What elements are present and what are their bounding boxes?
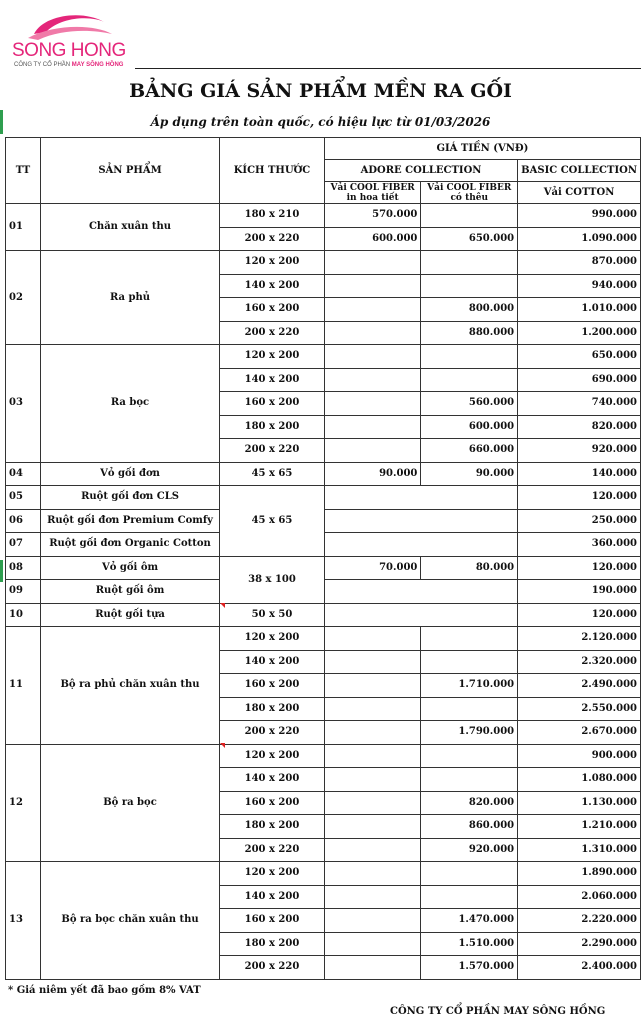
price-cool-fiber-print (324, 956, 420, 980)
table-row (6, 462, 641, 486)
row-number: 03 (6, 345, 41, 463)
price-cool-fiber-print (324, 650, 420, 674)
price-cotton: 1.080.000 (518, 768, 641, 792)
product-name: Ruột gối đơn CLS (40, 486, 219, 510)
price-cool-fiber-print (324, 439, 420, 463)
price-cool-fiber-embroid: 600.000 (421, 415, 518, 439)
price-cool-fiber-embroid (421, 862, 518, 886)
row-number: 02 (6, 251, 41, 345)
header-cool-fiber-print: Vải COOL FIBER in hoa tiết (324, 182, 420, 204)
size-cell: 120 x 200 (220, 345, 325, 369)
size-cell: 50 x 50 (220, 603, 325, 627)
size-cell: 160 x 200 (220, 909, 325, 933)
size-cell: 200 x 220 (220, 439, 325, 463)
size-cell: 180 x 200 (220, 697, 325, 721)
price-cool-fiber-embroid: 860.000 (421, 815, 518, 839)
product-name: Ruột gối đơn Organic Cotton (40, 533, 219, 557)
price-cool-fiber-embroid (421, 768, 518, 792)
product-name: Ra bọc (40, 345, 219, 463)
price-cotton: 190.000 (518, 580, 641, 604)
size-cell: 140 x 200 (220, 274, 325, 298)
price-cool-fiber-print (324, 862, 420, 886)
row-number: 06 (6, 509, 41, 533)
selection-marker (0, 560, 3, 582)
header-size: KÍCH THƯỚC (220, 138, 325, 204)
price-cotton: 740.000 (518, 392, 641, 416)
price-cotton: 2.320.000 (518, 650, 641, 674)
row-number: 09 (6, 580, 41, 604)
logo-tagline: CÔNG TY CỔ PHẦN MAY SÔNG HỒNG (14, 62, 124, 68)
size-cell: 160 x 200 (220, 298, 325, 322)
size-cell: 38 x 100 (220, 556, 325, 603)
page-subtitle: Áp dụng trên toàn quốc, có hiệu lực từ 01/03/2026 (150, 115, 491, 129)
price-cotton: 120.000 (518, 486, 641, 510)
row-number: 01 (6, 204, 41, 251)
price-table (5, 137, 641, 980)
price-cool-fiber-print: 570.000 (324, 204, 420, 228)
table-row (6, 627, 641, 651)
price-cool-fiber-embroid: 1.790.000 (421, 721, 518, 745)
header-cotton: Vải COTTON (518, 182, 641, 204)
price-cool-fiber-print (324, 345, 420, 369)
price-cool-fiber-print (324, 251, 420, 275)
price-cool-fiber-embroid (421, 627, 518, 651)
size-cell: 180 x 200 (220, 415, 325, 439)
price-cotton: 1.130.000 (518, 791, 641, 815)
price-cool-fiber-print (324, 392, 420, 416)
row-number: 13 (6, 862, 41, 980)
price-cotton: 650.000 (518, 345, 641, 369)
row-number: 11 (6, 627, 41, 745)
price-cotton: 250.000 (518, 509, 641, 533)
price-cool-fiber-print (324, 815, 420, 839)
empty-price-cell (324, 533, 517, 557)
empty-price-cell (324, 509, 517, 533)
row-number: 05 (6, 486, 41, 510)
price-cool-fiber-embroid: 80.000 (421, 556, 518, 580)
size-cell: 200 x 220 (220, 227, 325, 251)
product-name: Bộ ra phủ chăn xuân thu (40, 627, 219, 745)
product-name: Ruột gối đơn Premium Comfy (40, 509, 219, 533)
price-cotton: 2.400.000 (518, 956, 641, 980)
price-cool-fiber-embroid (421, 251, 518, 275)
price-cotton: 990.000 (518, 204, 641, 228)
price-cool-fiber-embroid (421, 650, 518, 674)
price-cool-fiber-print (324, 368, 420, 392)
logo-wordmark: SONG HONG (12, 40, 126, 61)
price-cool-fiber-print (324, 885, 420, 909)
price-cool-fiber-embroid: 560.000 (421, 392, 518, 416)
size-cell: 120 x 200 (220, 627, 325, 651)
header-product: SẢN PHẨM (40, 138, 219, 204)
price-cotton: 1.210.000 (518, 815, 641, 839)
size-cell: 180 x 200 (220, 932, 325, 956)
price-cool-fiber-embroid: 1.470.000 (421, 909, 518, 933)
row-number: 08 (6, 556, 41, 580)
price-cotton: 2.490.000 (518, 674, 641, 698)
comment-marker-icon (220, 603, 225, 608)
price-cool-fiber-print: 70.000 (324, 556, 420, 580)
product-name: Ruột gối ôm (40, 580, 219, 604)
selection-marker (0, 110, 3, 134)
table-row (6, 345, 641, 369)
size-cell: 180 x 200 (220, 815, 325, 839)
size-cell: 160 x 200 (220, 392, 325, 416)
price-cotton: 870.000 (518, 251, 641, 275)
price-cool-fiber-print (324, 744, 420, 768)
empty-price-cell (324, 580, 517, 604)
table-row (6, 862, 641, 886)
price-cotton: 360.000 (518, 533, 641, 557)
header-basic: BASIC COLLECTION (518, 160, 641, 182)
price-cool-fiber-print (324, 274, 420, 298)
size-cell: 140 x 200 (220, 368, 325, 392)
vat-note: * Giá niêm yết đã bao gồm 8% VAT (8, 985, 201, 996)
price-cool-fiber-embroid (421, 885, 518, 909)
header-adore: ADORE COLLECTION (324, 160, 517, 182)
price-cotton: 2.670.000 (518, 721, 641, 745)
price-cool-fiber-embroid: 1.570.000 (421, 956, 518, 980)
price-cotton: 1.310.000 (518, 838, 641, 862)
price-cotton: 1.010.000 (518, 298, 641, 322)
price-cool-fiber-print: 600.000 (324, 227, 420, 251)
price-cool-fiber-embroid: 660.000 (421, 439, 518, 463)
price-cool-fiber-print (324, 321, 420, 345)
row-number: 04 (6, 462, 41, 486)
table-row (6, 251, 641, 275)
size-cell: 140 x 200 (220, 885, 325, 909)
price-cotton: 1.090.000 (518, 227, 641, 251)
price-cool-fiber-print (324, 298, 420, 322)
company-logo (4, 6, 134, 70)
price-cotton: 1.200.000 (518, 321, 641, 345)
page-title: BẢNG GIÁ SẢN PHẨM MỀN RA GỐI (129, 80, 512, 102)
price-cotton: 690.000 (518, 368, 641, 392)
price-cotton: 820.000 (518, 415, 641, 439)
price-cotton: 2.060.000 (518, 885, 641, 909)
row-number: 07 (6, 533, 41, 557)
size-cell: 160 x 200 (220, 674, 325, 698)
price-cotton: 2.220.000 (518, 909, 641, 933)
product-name: Ra phủ (40, 251, 219, 345)
price-cool-fiber-print (324, 415, 420, 439)
price-cool-fiber-embroid: 650.000 (421, 227, 518, 251)
size-cell: 200 x 220 (220, 838, 325, 862)
size-cell: 45 x 65 (220, 462, 325, 486)
price-cool-fiber-embroid: 920.000 (421, 838, 518, 862)
price-cool-fiber-embroid (421, 274, 518, 298)
company-signature: CÔNG TY CỔ PHẦN MAY SÔNG HỒNG (390, 1006, 606, 1017)
product-name: Bộ ra bọc (40, 744, 219, 862)
table-row (6, 556, 641, 580)
price-cool-fiber-embroid: 880.000 (421, 321, 518, 345)
price-cool-fiber-embroid (421, 345, 518, 369)
table-row (6, 744, 641, 768)
price-cool-fiber-print: 90.000 (324, 462, 420, 486)
size-cell: 200 x 220 (220, 321, 325, 345)
empty-price-cell (324, 486, 517, 510)
row-number: 10 (6, 603, 41, 627)
product-name: Ruột gối tựa (40, 603, 219, 627)
price-cool-fiber-embroid: 90.000 (421, 462, 518, 486)
size-cell: 200 x 220 (220, 721, 325, 745)
product-name: Vỏ gối đơn (40, 462, 219, 486)
price-cool-fiber-print (324, 674, 420, 698)
product-name: Bộ ra bọc chăn xuân thu (40, 862, 219, 980)
header-price: GIÁ TIỀN (VNĐ) (324, 138, 640, 160)
size-cell: 160 x 200 (220, 791, 325, 815)
table-row (6, 204, 641, 228)
size-cell: 120 x 200 (220, 744, 325, 768)
size-cell: 140 x 200 (220, 768, 325, 792)
comment-marker-icon (220, 743, 225, 748)
size-cell: 180 x 210 (220, 204, 325, 228)
product-name: Chăn xuân thu (40, 204, 219, 251)
price-cool-fiber-print (324, 721, 420, 745)
price-cotton: 900.000 (518, 744, 641, 768)
price-cool-fiber-embroid: 1.710.000 (421, 674, 518, 698)
header-tt: TT (6, 138, 41, 204)
price-cotton: 2.290.000 (518, 932, 641, 956)
price-cotton: 120.000 (518, 556, 641, 580)
empty-price-cell (324, 603, 517, 627)
price-cotton: 120.000 (518, 603, 641, 627)
size-cell: 120 x 200 (220, 862, 325, 886)
price-cotton: 1.890.000 (518, 862, 641, 886)
price-cool-fiber-print (324, 932, 420, 956)
price-cool-fiber-embroid (421, 204, 518, 228)
price-cool-fiber-embroid (421, 697, 518, 721)
price-cool-fiber-print (324, 791, 420, 815)
price-cotton: 140.000 (518, 462, 641, 486)
price-cool-fiber-print (324, 627, 420, 651)
header-cool-fiber-embroid: Vải COOL FIBER có thêu (421, 182, 518, 204)
size-cell: 120 x 200 (220, 251, 325, 275)
price-cool-fiber-embroid (421, 744, 518, 768)
price-cool-fiber-embroid (421, 368, 518, 392)
price-cool-fiber-embroid: 820.000 (421, 791, 518, 815)
product-name: Vỏ gối ôm (40, 556, 219, 580)
price-cotton: 940.000 (518, 274, 641, 298)
price-cotton: 2.550.000 (518, 697, 641, 721)
size-cell: 45 x 65 (220, 486, 325, 557)
size-cell: 200 x 220 (220, 956, 325, 980)
price-cool-fiber-print (324, 697, 420, 721)
price-cotton: 2.120.000 (518, 627, 641, 651)
header-rule (135, 68, 641, 69)
table-row (6, 486, 641, 510)
price-cotton: 920.000 (518, 439, 641, 463)
price-cool-fiber-embroid: 1.510.000 (421, 932, 518, 956)
price-cool-fiber-print (324, 838, 420, 862)
price-cool-fiber-print (324, 909, 420, 933)
size-cell: 140 x 200 (220, 650, 325, 674)
row-number: 12 (6, 744, 41, 862)
price-cool-fiber-embroid: 800.000 (421, 298, 518, 322)
table-row (6, 603, 641, 627)
price-cool-fiber-print (324, 768, 420, 792)
